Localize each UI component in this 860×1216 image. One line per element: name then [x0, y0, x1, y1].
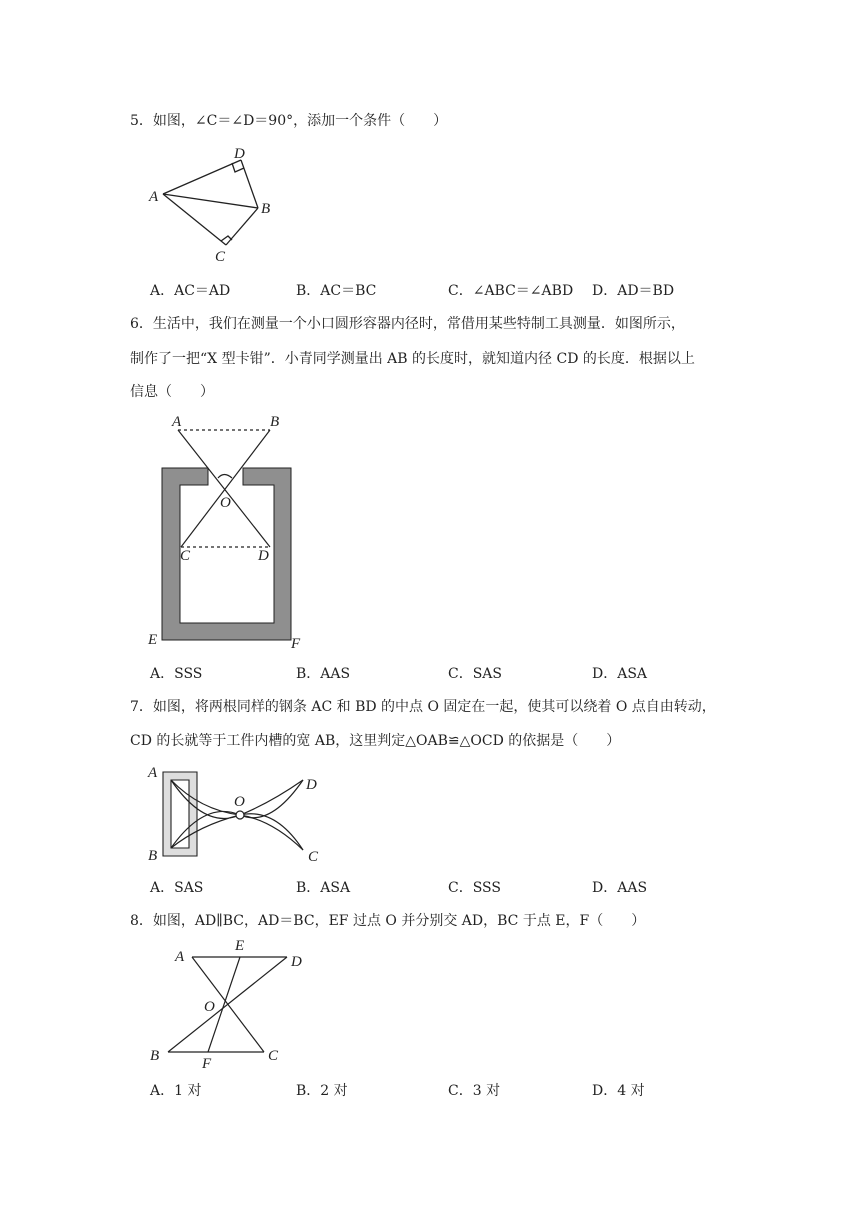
- q5-label-A: A: [149, 189, 159, 205]
- q7-label-A: A: [148, 765, 158, 781]
- q7-label-B: B: [148, 848, 158, 864]
- q6-label-D: D: [258, 548, 269, 564]
- q8-label-B: B: [150, 1048, 160, 1064]
- q5-option-d: D．AD＝BD: [592, 283, 675, 299]
- q8-label-A: A: [175, 949, 185, 965]
- q7-option-a: A．SAS: [150, 880, 204, 896]
- q6-label-C: C: [180, 548, 191, 564]
- q8-option-b: B．2 对: [296, 1083, 348, 1099]
- q8-stem: 8．如图，AD∥BC，AD＝BC，EF 过点 O 并分别交 AD，BC 于点 E，F（ ）: [130, 913, 646, 929]
- q8-label-D: D: [291, 954, 302, 970]
- q6-option-c: C．SAS: [448, 666, 503, 682]
- q7-option-c: C．SSS: [448, 880, 501, 896]
- q6-label-F: F: [291, 636, 301, 652]
- q8-label-E: E: [235, 938, 245, 954]
- q7-option-b: B．ASA: [296, 880, 351, 896]
- q6-stem-line3: 信息（ ）: [130, 384, 214, 400]
- q6-option-b: B．AAS: [296, 666, 351, 682]
- q7-label-C: C: [308, 849, 319, 865]
- q5-option-c: C．∠ABC＝∠ABD: [448, 283, 574, 299]
- q6-label-O: O: [220, 495, 231, 511]
- q8-option-a: A．1 对: [150, 1083, 202, 1099]
- q6-label-E: E: [148, 632, 158, 648]
- q5-option-b: B．AC＝BC: [296, 283, 377, 299]
- q7-label-O: O: [234, 794, 245, 810]
- q8-label-O: O: [204, 999, 215, 1015]
- q7-stem-line1: 7．如图，将两根同样的钢条 AC 和 BD 的中点 O 固定在一起，使其可以绕着 O 点自由转动，: [130, 699, 716, 715]
- q8-label-F: F: [202, 1056, 212, 1072]
- q8-label-C: C: [268, 1048, 279, 1064]
- q8-option-c: C．3 对: [448, 1083, 501, 1099]
- q5-label-D: D: [234, 146, 245, 162]
- q6-option-d: D．ASA: [592, 666, 648, 682]
- q7-stem-line2: CD 的长就等于工件内槽的宽 AB，这里判定△OAB≌△OCD 的依据是（ ）: [130, 733, 621, 749]
- q6-option-a: A．SSS: [150, 666, 203, 682]
- q5-label-B: B: [261, 201, 271, 217]
- q5-stem: 5．如图，∠C＝∠D＝90°，添加一个条件（ ）: [130, 113, 448, 129]
- q6-stem-line2: 制作了一把“X 型卡钳”．小青同学测量出 AB 的长度时，就知道内径 CD 的长度．根据以上: [130, 351, 695, 367]
- q7-label-D: D: [306, 777, 317, 793]
- q5-label-C: C: [215, 249, 226, 265]
- q8-option-d: D．4 对: [592, 1083, 645, 1099]
- q5-option-a: A．AC＝AD: [150, 283, 231, 299]
- q6-stem-line1: 6．生活中，我们在测量一个小口圆形容器内径时，常借用某些特制工具测量．如图所示，: [130, 316, 685, 332]
- q6-label-A: A: [172, 414, 182, 430]
- q6-label-B: B: [270, 414, 280, 430]
- q7-option-d: D．AAS: [592, 880, 648, 896]
